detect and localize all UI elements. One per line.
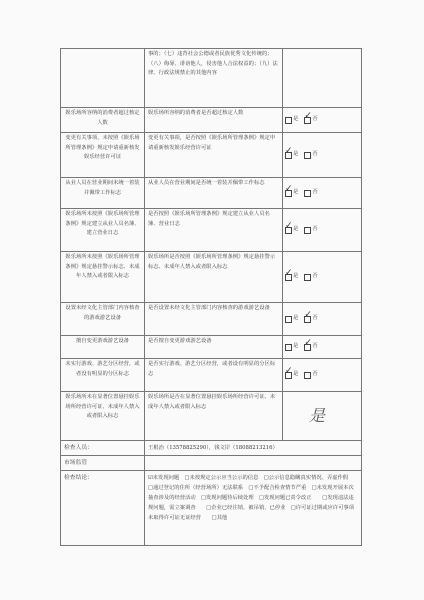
checkbox-no[interactable] (304, 190, 311, 197)
rule-cell: 娱乐场所容纳的消费者是否超过核定人数 (145, 108, 283, 132)
item-cell: 娱乐场所未在显著位置悬挂娱乐场所经营许可证、未成年人禁入或者限入标志 (61, 392, 145, 440)
checkbox-yes[interactable] (285, 152, 292, 159)
rule-cell: 是否擅自变更游戏游艺设备 (145, 336, 283, 358)
checkbox-no[interactable] (304, 227, 311, 234)
item-cell: 变更有关事项，未按照《娱乐场所管理条例》规定申请重新核发娱乐经营许可证 (61, 133, 145, 177)
table-row (61, 108, 361, 133)
checkbox-no[interactable] (304, 152, 311, 159)
checkbox-no[interactable] (304, 274, 311, 281)
rule-cell: 是否实行游戏、游艺分区经营，或者设有明显的分区标志 (145, 359, 283, 391)
item-cell: 未实行游戏、游艺分区经营，或者没有明显的分区标志 (61, 359, 145, 391)
rule-cell: 娱乐场所是否按照《娱乐场所管理条例》规定悬挂警示标志、未成年人禁入或者限入标志 (145, 252, 283, 302)
checkbox-yes[interactable] (285, 227, 292, 234)
yes-label: 是 (293, 315, 299, 322)
rule-cell: 娱乐场所是否在显著位置悬挂娱乐场所经营许可证、未成年人禁入或者限入标志 (145, 392, 283, 440)
item-cell: 设置未经文化主管部门内容核查的游戏游艺设备 (61, 303, 145, 335)
result-cell (283, 336, 361, 358)
result-text: ☑未发现问题 □未按规定公示应当公示的信息 □公示信息隐瞒真实情况、弄虚作假 □通过登记的住所（经营场所）无法联系 □不予配合检查情节严重 □未发现开展本次抽查涉及的经营活动 □发现问题待后续处理 □发现问题已责令改正 □发现违法违规问题，需立案调查 □企业已经注销、被吊销、已停业 □许可证过期或应许可事项未取得许可证无证经营 □其他 (148, 475, 359, 521)
no-label: 否 (312, 343, 318, 350)
inspection-table (60, 48, 362, 546)
checkbox-no[interactable] (304, 372, 311, 379)
no-label: 否 (312, 116, 318, 123)
yes-label: 是 (293, 189, 299, 196)
result-cell (283, 133, 361, 177)
table-row (61, 336, 361, 359)
rule-cell: 从业人员在营业期间是否统一着装并佩带工作标志 (145, 178, 283, 208)
no-label: 否 (312, 315, 318, 322)
checkbox-yes[interactable] (285, 274, 292, 281)
yes-label: 是 (293, 226, 299, 233)
result-row (61, 471, 361, 545)
table-row (61, 133, 361, 178)
market-label: 市场监管 (61, 456, 145, 470)
result-cell (283, 392, 361, 440)
item-cell: 娱乐场所容纳的消费者超过核定人数 (61, 108, 145, 132)
yes-label: 是 (293, 371, 299, 378)
item-cell: 擅自变更游戏游艺设备 (61, 336, 145, 358)
result-cell (283, 49, 361, 107)
item-cell: 娱乐场所未按照《娱乐场所管理条例》规定悬挂警示标志、未成年人禁入或者限入标志 (61, 252, 145, 302)
checkbox-yes[interactable] (285, 344, 292, 351)
checkbox-yes[interactable] (285, 190, 292, 197)
yes-label: 是 (293, 343, 299, 350)
checkbox-yes[interactable] (285, 316, 292, 323)
inspector-value: 王根治（13578825290），钱文岸（18088213216） (148, 445, 278, 451)
table-row (61, 359, 361, 392)
result-cell (283, 108, 361, 132)
market-row (61, 456, 361, 471)
yes-label: 是 (293, 151, 299, 158)
result-cell (283, 178, 361, 208)
table-row (61, 252, 361, 303)
table-row (61, 392, 361, 441)
yes-label: 是 (293, 273, 299, 280)
result-cell (283, 359, 361, 391)
table-row (61, 178, 361, 209)
inspector-label: 检查人员： (61, 441, 145, 455)
no-label: 否 (312, 371, 318, 378)
result-cell (283, 303, 361, 335)
result-label: 检查结论： (61, 471, 145, 545)
item-cell: 从业人员在营业期间未统一着装并佩带工作标志 (61, 178, 145, 208)
checkbox-no[interactable] (304, 344, 311, 351)
no-label: 否 (312, 273, 318, 280)
item-cell (61, 49, 145, 107)
rule-cell: 是否设置未经文化主管部门内容核查的游戏游艺设备 (145, 303, 283, 335)
result-cell (283, 252, 361, 302)
checkbox-yes[interactable] (285, 117, 292, 124)
no-label: 否 (312, 226, 318, 233)
rule-cell: 变更有关事项，是否按照《娱乐场所管理条例》规定申请重新核发娱乐经营许可证 (145, 133, 283, 177)
table-row (61, 303, 361, 336)
checkbox-no[interactable] (304, 316, 311, 323)
no-label: 否 (312, 189, 318, 196)
checkbox-yes[interactable] (285, 372, 292, 379)
no-label: 否 (312, 151, 318, 158)
yes-label: 是 (293, 116, 299, 123)
item-cell: 娱乐场所未按照《娱乐场所管理条例》规定建立从业人员名簿、建立营业日志 (61, 209, 145, 251)
handwritten-signature: 是 (309, 406, 326, 426)
table-row (61, 49, 361, 108)
table-row (61, 209, 361, 252)
market-value (145, 456, 361, 470)
checkbox-no[interactable] (304, 117, 311, 124)
result-cell (283, 209, 361, 251)
rule-cell: 是否按照《娱乐场所管理条例》规定建立从业人员名簿、营业日志 (145, 209, 283, 251)
rule-cell: 事的；（七）违背社会公德或者民族优秀文化传统的；（八）侮辱、诽谤他人，侵害他人合法权益的；（九）法律、行政法规禁止的其他内容 (145, 49, 283, 107)
inspector-row (61, 441, 361, 456)
